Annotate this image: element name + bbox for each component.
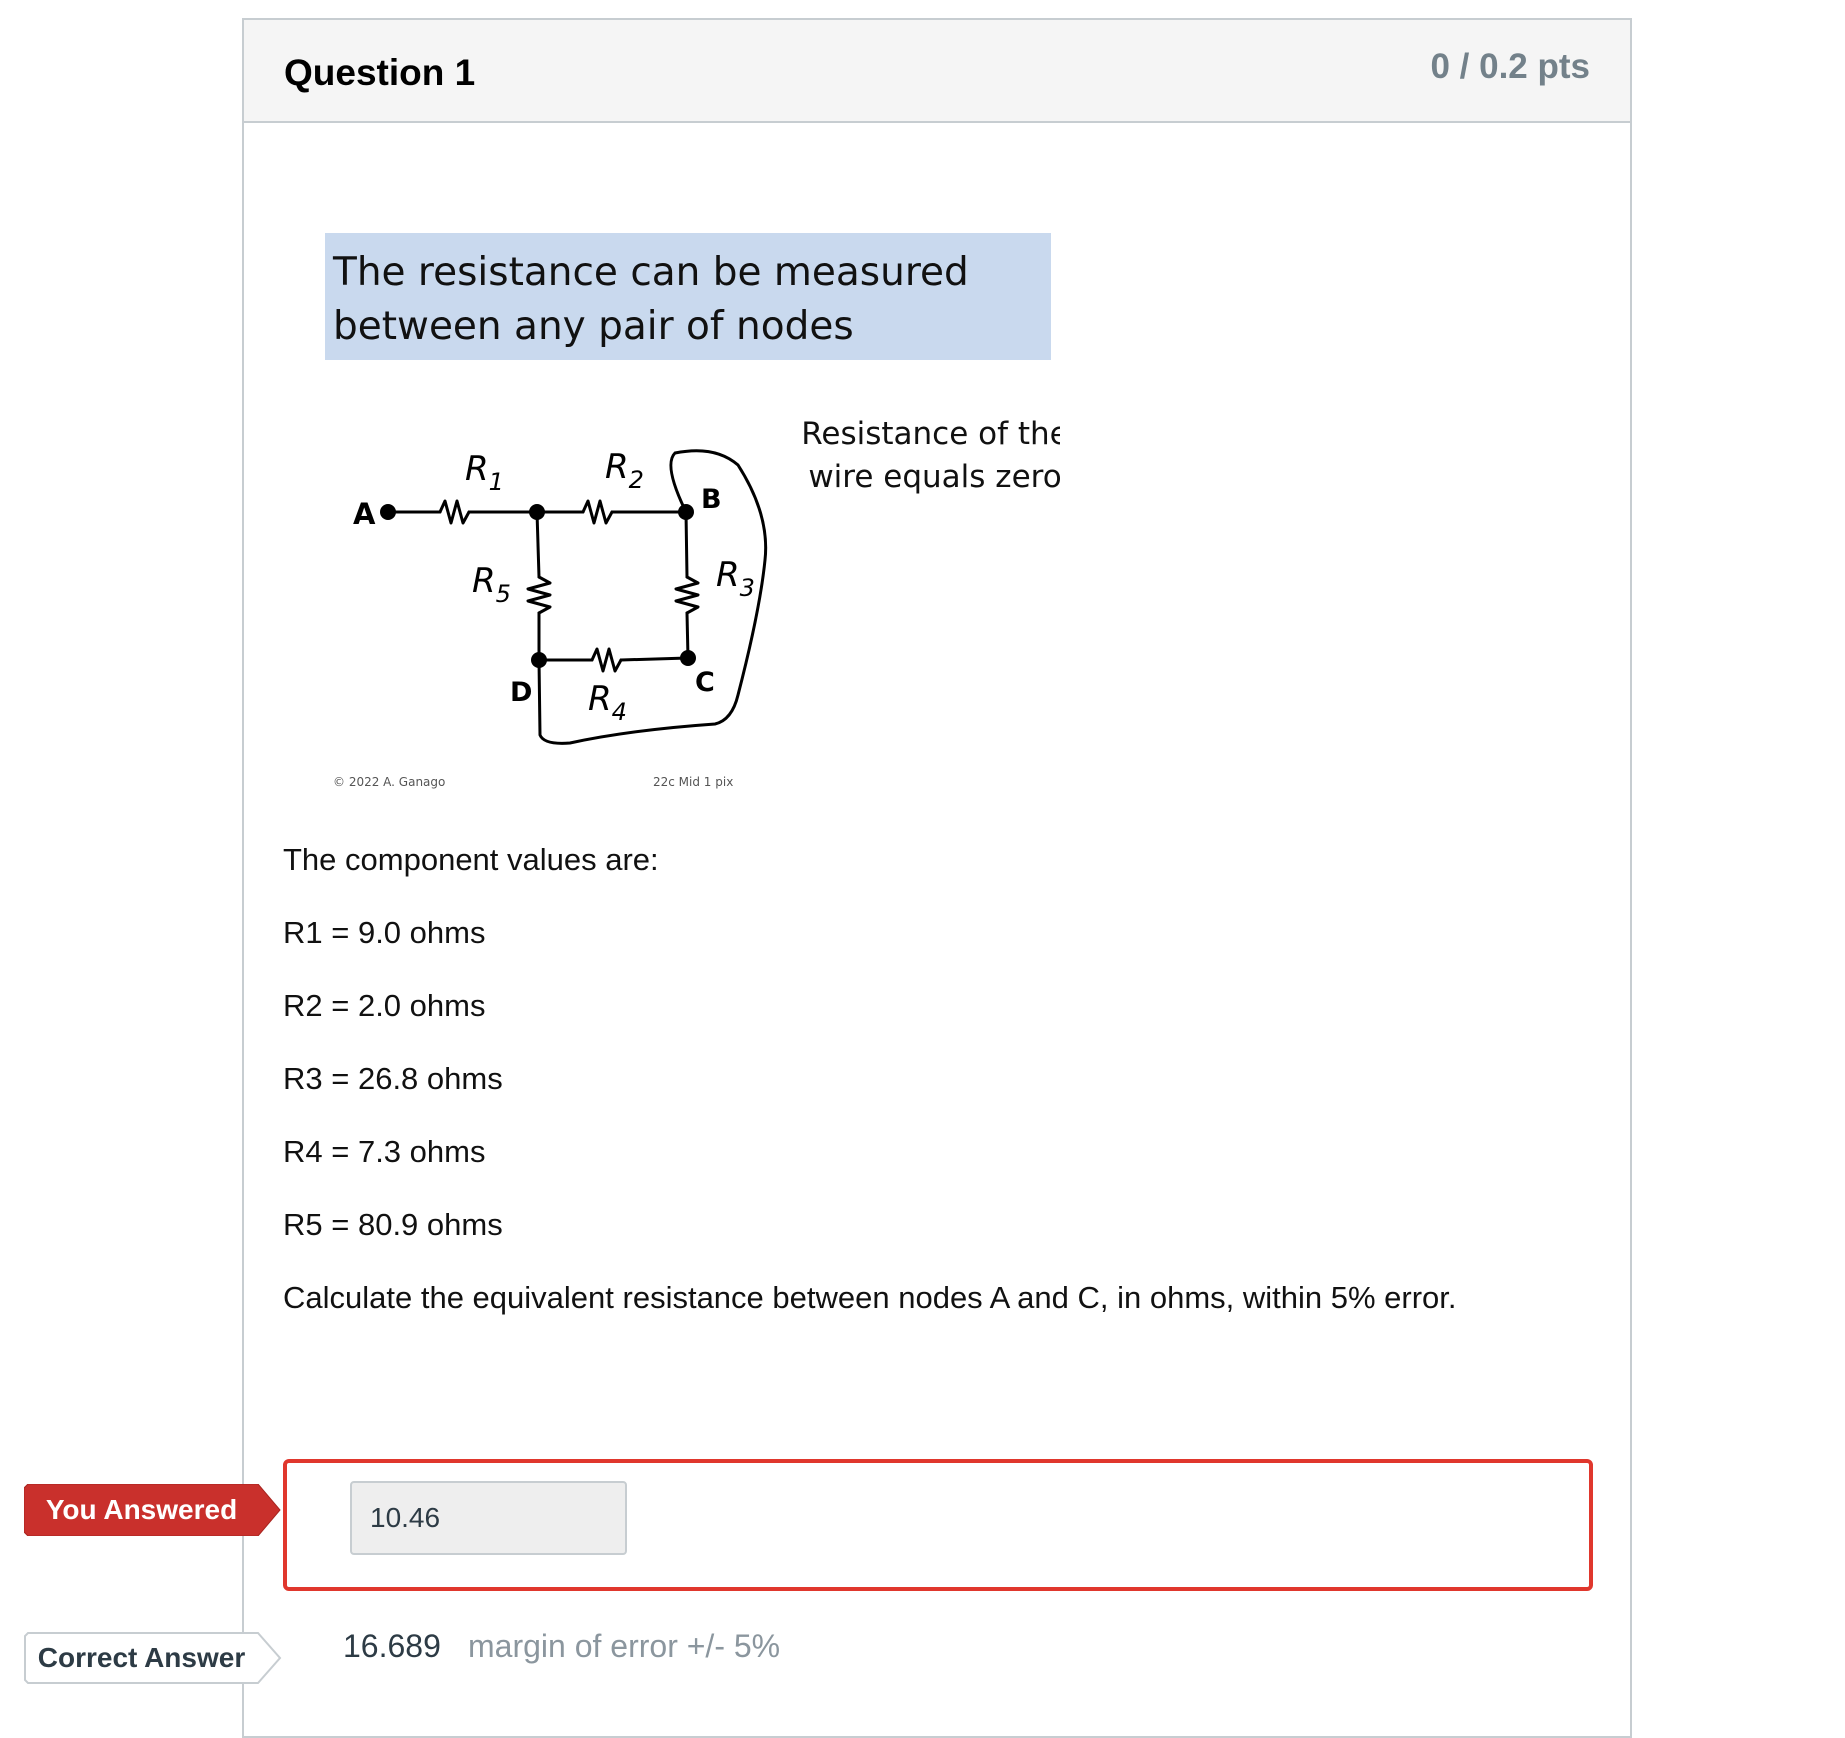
you-answered-ribbon xyxy=(24,1484,256,1536)
circuit-diagram xyxy=(320,230,1060,800)
circuit-figure xyxy=(320,230,1060,800)
label-r4: $R_4$ xyxy=(588,679,627,726)
question-points: 0 / 0.2 pts xyxy=(1430,47,1590,86)
component-value-r3: R3 = 26.8 ohms xyxy=(283,1061,503,1096)
node-d-dot xyxy=(531,652,547,668)
correct-answer-value: 16.689 xyxy=(343,1628,441,1664)
figure-copyright: © 2022 A. Ganago xyxy=(333,775,446,789)
resistor-r2 xyxy=(583,501,612,523)
wire-r4-c xyxy=(621,658,688,660)
resistor-r1 xyxy=(440,501,469,523)
resistor-r5 xyxy=(528,577,550,613)
answer-input[interactable]: 10.46 xyxy=(350,1481,627,1555)
banner-line-1: The resistance can be measured xyxy=(333,250,969,295)
prompt-question: Calculate the equivalent resistance between nodes A and C, in ohms, within 5% error. xyxy=(283,1280,1457,1315)
component-value-r5: R5 = 80.9 ohms xyxy=(283,1207,503,1242)
margin-of-error: margin of error +/- 5% xyxy=(468,1628,781,1664)
zero-resistance-wire xyxy=(539,451,766,744)
figure-caption: 22c Mid 1 pix xyxy=(653,775,734,789)
wire-b-r3 xyxy=(686,512,687,577)
component-value-r2: R2 = 2.0 ohms xyxy=(283,988,486,1023)
correct-answer-ribbon xyxy=(24,1632,256,1684)
wire-note-line-1: Resistance of the xyxy=(801,416,1060,452)
wire-junction-r5 xyxy=(537,512,539,577)
label-r5: $R_5$ xyxy=(472,561,511,608)
label-r2: $R_2$ xyxy=(605,447,644,494)
resistor-r4 xyxy=(592,649,621,671)
question-header xyxy=(244,20,1630,123)
prompt-intro: The component values are: xyxy=(283,842,659,877)
node-label-b: B xyxy=(701,484,722,515)
component-value-r4: R4 = 7.3 ohms xyxy=(283,1134,486,1169)
node-c-dot xyxy=(680,650,696,666)
node-label-c: C xyxy=(695,667,715,698)
correct-answer-label: Correct Answer xyxy=(37,1642,246,1673)
node-a-dot xyxy=(380,504,396,520)
resistor-r3 xyxy=(676,577,698,613)
question-title: Question 1 xyxy=(284,52,476,93)
label-r1: $R_1$ xyxy=(465,449,504,496)
component-value-r1: R1 = 9.0 ohms xyxy=(283,915,486,950)
banner-line-2: between any pair of nodes xyxy=(333,304,854,349)
node-b-dot xyxy=(678,504,694,520)
junction-dot xyxy=(529,504,545,520)
you-answered-box xyxy=(283,1459,1593,1591)
label-r3: $R_3$ xyxy=(716,555,755,602)
you-answered-label: You Answered xyxy=(45,1494,238,1525)
node-label-d: D xyxy=(510,677,533,708)
node-label-a: A xyxy=(353,497,376,531)
wire-note-line-2: wire equals zero xyxy=(808,459,1060,495)
